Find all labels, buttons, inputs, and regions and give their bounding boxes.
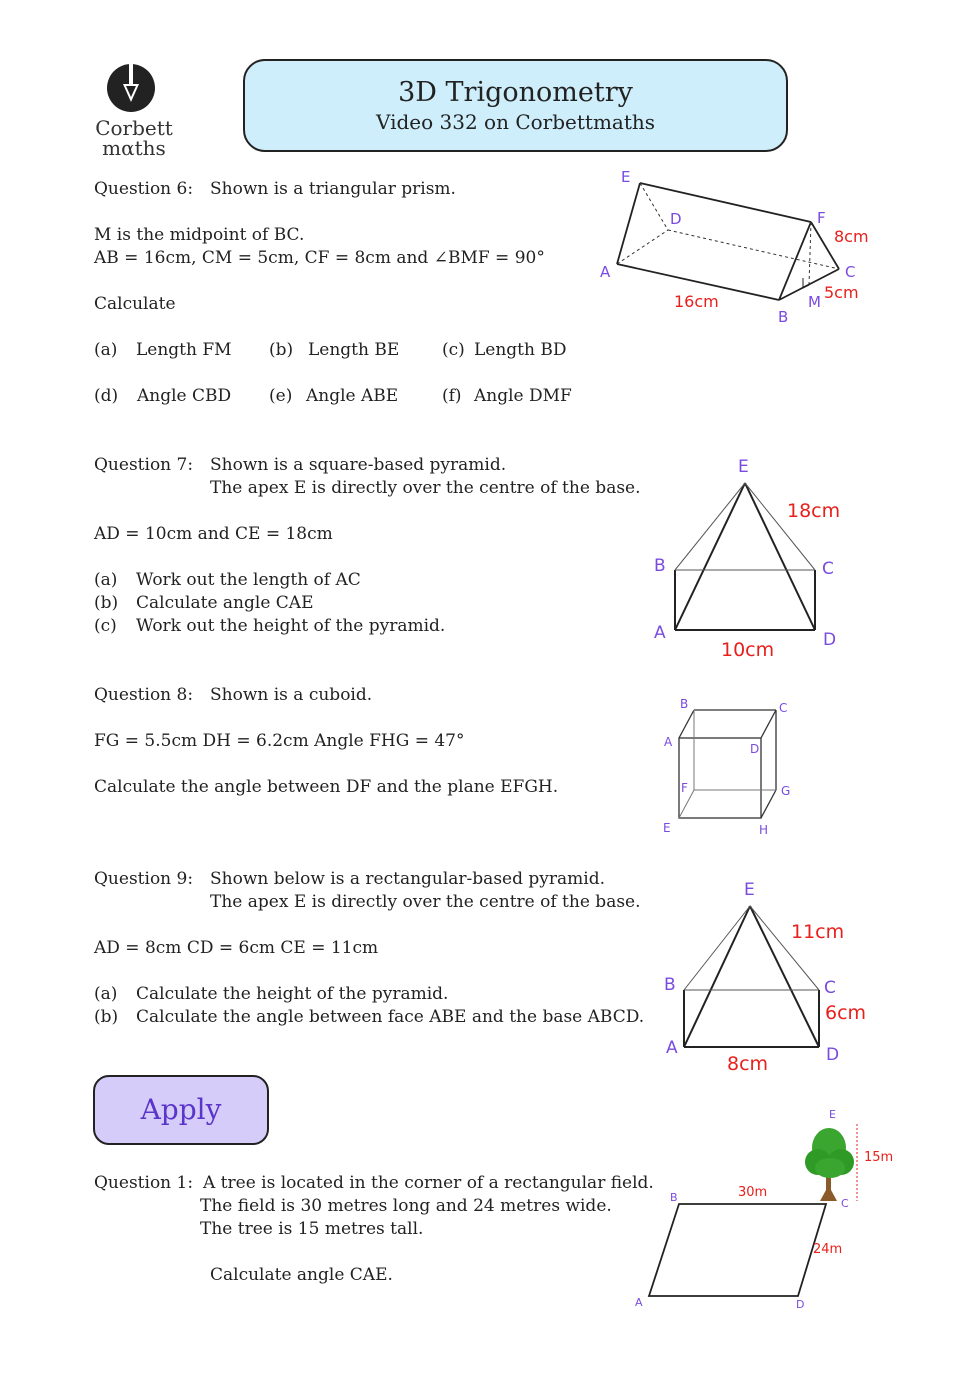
q1-vertex-label: C <box>841 1197 849 1210</box>
q7-vertex-label: A <box>654 623 666 643</box>
q8-given: FG = 5.5cm DH = 6.2cm Angle FHG = 47° <box>94 731 465 751</box>
logo-word-2: mαths <box>102 136 166 160</box>
q9-vertex-label: E <box>744 880 755 900</box>
q6-part-text: Angle CBD <box>137 386 232 406</box>
q6-part-text: Angle DMF <box>474 386 572 406</box>
q9-part-text: Calculate the height of the pyramid. <box>136 984 449 1004</box>
q8-vertex-label: B <box>680 697 689 711</box>
q1-length-label: 30m <box>738 1185 768 1200</box>
apply-q1-line-1: A tree is located in the corner of a rectangular field. <box>203 1173 654 1193</box>
q7-part-text: Calculate angle CAE <box>136 593 314 613</box>
q6-calculate: Calculate <box>94 294 176 314</box>
q9-length-label: 11cm <box>791 921 845 943</box>
q6-part-letter: (e) <box>269 386 293 406</box>
q9-length-label: 8cm <box>727 1053 769 1075</box>
q1-vertex-label: E <box>829 1108 836 1121</box>
q7-line-1: Shown is a square-based pyramid. <box>210 455 507 475</box>
q9-line-2: The apex E is directly over the centre of the base. <box>210 892 641 912</box>
rectangular-pyramid-diagram <box>650 875 880 1080</box>
q7-length-label: 10cm <box>721 639 775 661</box>
q6-vertex-label: E <box>621 168 631 186</box>
q7-vertex-label: C <box>822 559 834 579</box>
q9-label: Question 9: <box>94 869 194 889</box>
q6-part-letter: (b) <box>269 340 294 360</box>
q7-line-2: The apex E is directly over the centre of the base. <box>210 478 641 498</box>
q6-given-1: M is the midpoint of BC. <box>94 225 305 245</box>
q1-vertex-label: A <box>635 1296 643 1309</box>
apply-q1-label: Question 1: <box>94 1173 194 1193</box>
q8-vertex-label: G <box>781 784 791 798</box>
q7-label: Question 7: <box>94 455 194 475</box>
q6-length-label: 8cm <box>834 227 869 246</box>
q7-vertex-label: D <box>823 630 837 650</box>
q1-length-label: 15m <box>864 1150 894 1165</box>
q9-part-letter: (b) <box>94 1007 119 1027</box>
q7-given: AD = 10cm and CE = 18cm <box>94 524 333 544</box>
q7-part-text: Work out the height of the pyramid. <box>136 616 446 636</box>
q6-part-text: Length BE <box>308 340 400 360</box>
q8-label: Question 8: <box>94 685 194 705</box>
q6-part-text: Length BD <box>474 340 567 360</box>
q9-vertex-label: D <box>826 1045 840 1065</box>
q8-task: Calculate the angle between DF and the plane EFGH. <box>94 777 559 797</box>
q6-intro: Shown is a triangular prism. <box>210 179 456 199</box>
q7-vertex-label: B <box>654 556 666 576</box>
q1-length-label: 24m <box>813 1242 843 1257</box>
tree-icon <box>805 1128 854 1201</box>
title-banner <box>243 59 788 152</box>
q8-vertex-label: F <box>681 781 688 795</box>
triangular-prism-diagram <box>590 160 890 330</box>
q6-part-letter: (c) <box>442 340 465 360</box>
q1-vertex-label: D <box>796 1298 805 1311</box>
q6-vertex-label: A <box>600 263 611 281</box>
page-title: 3D Trigonometry <box>398 77 633 108</box>
q8-vertex-label: A <box>664 735 673 749</box>
q7-part-letter: (c) <box>94 616 117 636</box>
q7-part-letter: (a) <box>94 570 118 590</box>
q9-line-1: Shown below is a rectangular-based pyramid. <box>210 869 605 889</box>
q6-given-2: AB = 16cm, CM = 5cm, CF = 8cm and ∠BMF = 90° <box>94 248 545 268</box>
q9-length-label: 6cm <box>825 1002 867 1024</box>
q6-part-letter: (f) <box>442 386 462 406</box>
q7-length-label: 18cm <box>787 500 841 522</box>
q7-part-letter: (b) <box>94 593 119 613</box>
logo-icon <box>92 64 176 114</box>
q9-part-letter: (a) <box>94 984 118 1004</box>
square-pyramid-diagram <box>640 450 860 665</box>
logo-word-1: Corbett <box>95 116 173 140</box>
q6-part-letter: (d) <box>94 386 119 406</box>
q6-vertex-label: F <box>817 209 826 227</box>
q7-part-text: Work out the length of AC <box>136 570 361 590</box>
q7-vertex-label: E <box>738 457 749 477</box>
q6-vertex-label: D <box>670 210 682 228</box>
q9-vertex-label: A <box>666 1038 678 1058</box>
q6-part-text: Length FM <box>136 340 232 360</box>
apply-q1-task: Calculate angle CAE. <box>210 1265 393 1285</box>
q6-length-label: 5cm <box>824 283 859 302</box>
q9-vertex-label: C <box>824 978 836 998</box>
q6-part-text: Angle ABE <box>306 386 399 406</box>
q6-vertex-label: C <box>845 263 856 281</box>
q9-part-text: Calculate the angle between face ABE and the base ABCD. <box>136 1007 645 1027</box>
q8-vertex-label: H <box>759 823 769 837</box>
q8-vertex-label: E <box>663 821 671 835</box>
q9-vertex-label: B <box>664 975 676 995</box>
corbettmaths-logo <box>92 64 176 158</box>
q9-given: AD = 8cm CD = 6cm CE = 11cm <box>94 938 379 958</box>
apply-q1-line-2: The field is 30 metres long and 24 metres wide. <box>200 1196 612 1216</box>
q6-part-letter: (a) <box>94 340 118 360</box>
q6-length-label: 16cm <box>674 292 719 311</box>
field-tree-diagram <box>625 1100 910 1320</box>
q8-vertex-label: C <box>779 701 788 715</box>
q6-vertex-label: B <box>778 308 789 326</box>
q1-vertex-label: B <box>670 1191 678 1204</box>
q6-label: Question 6: <box>94 179 194 199</box>
q8-vertex-label: D <box>750 742 760 756</box>
apply-button[interactable]: Apply <box>93 1075 269 1145</box>
apply-q1-line-3: The tree is 15 metres tall. <box>200 1219 424 1239</box>
cuboid-diagram <box>655 690 800 840</box>
q6-vertex-label: M <box>808 293 821 311</box>
page-subtitle: Video 332 on Corbettmaths <box>375 110 656 134</box>
q8-intro: Shown is a cuboid. <box>210 685 373 705</box>
